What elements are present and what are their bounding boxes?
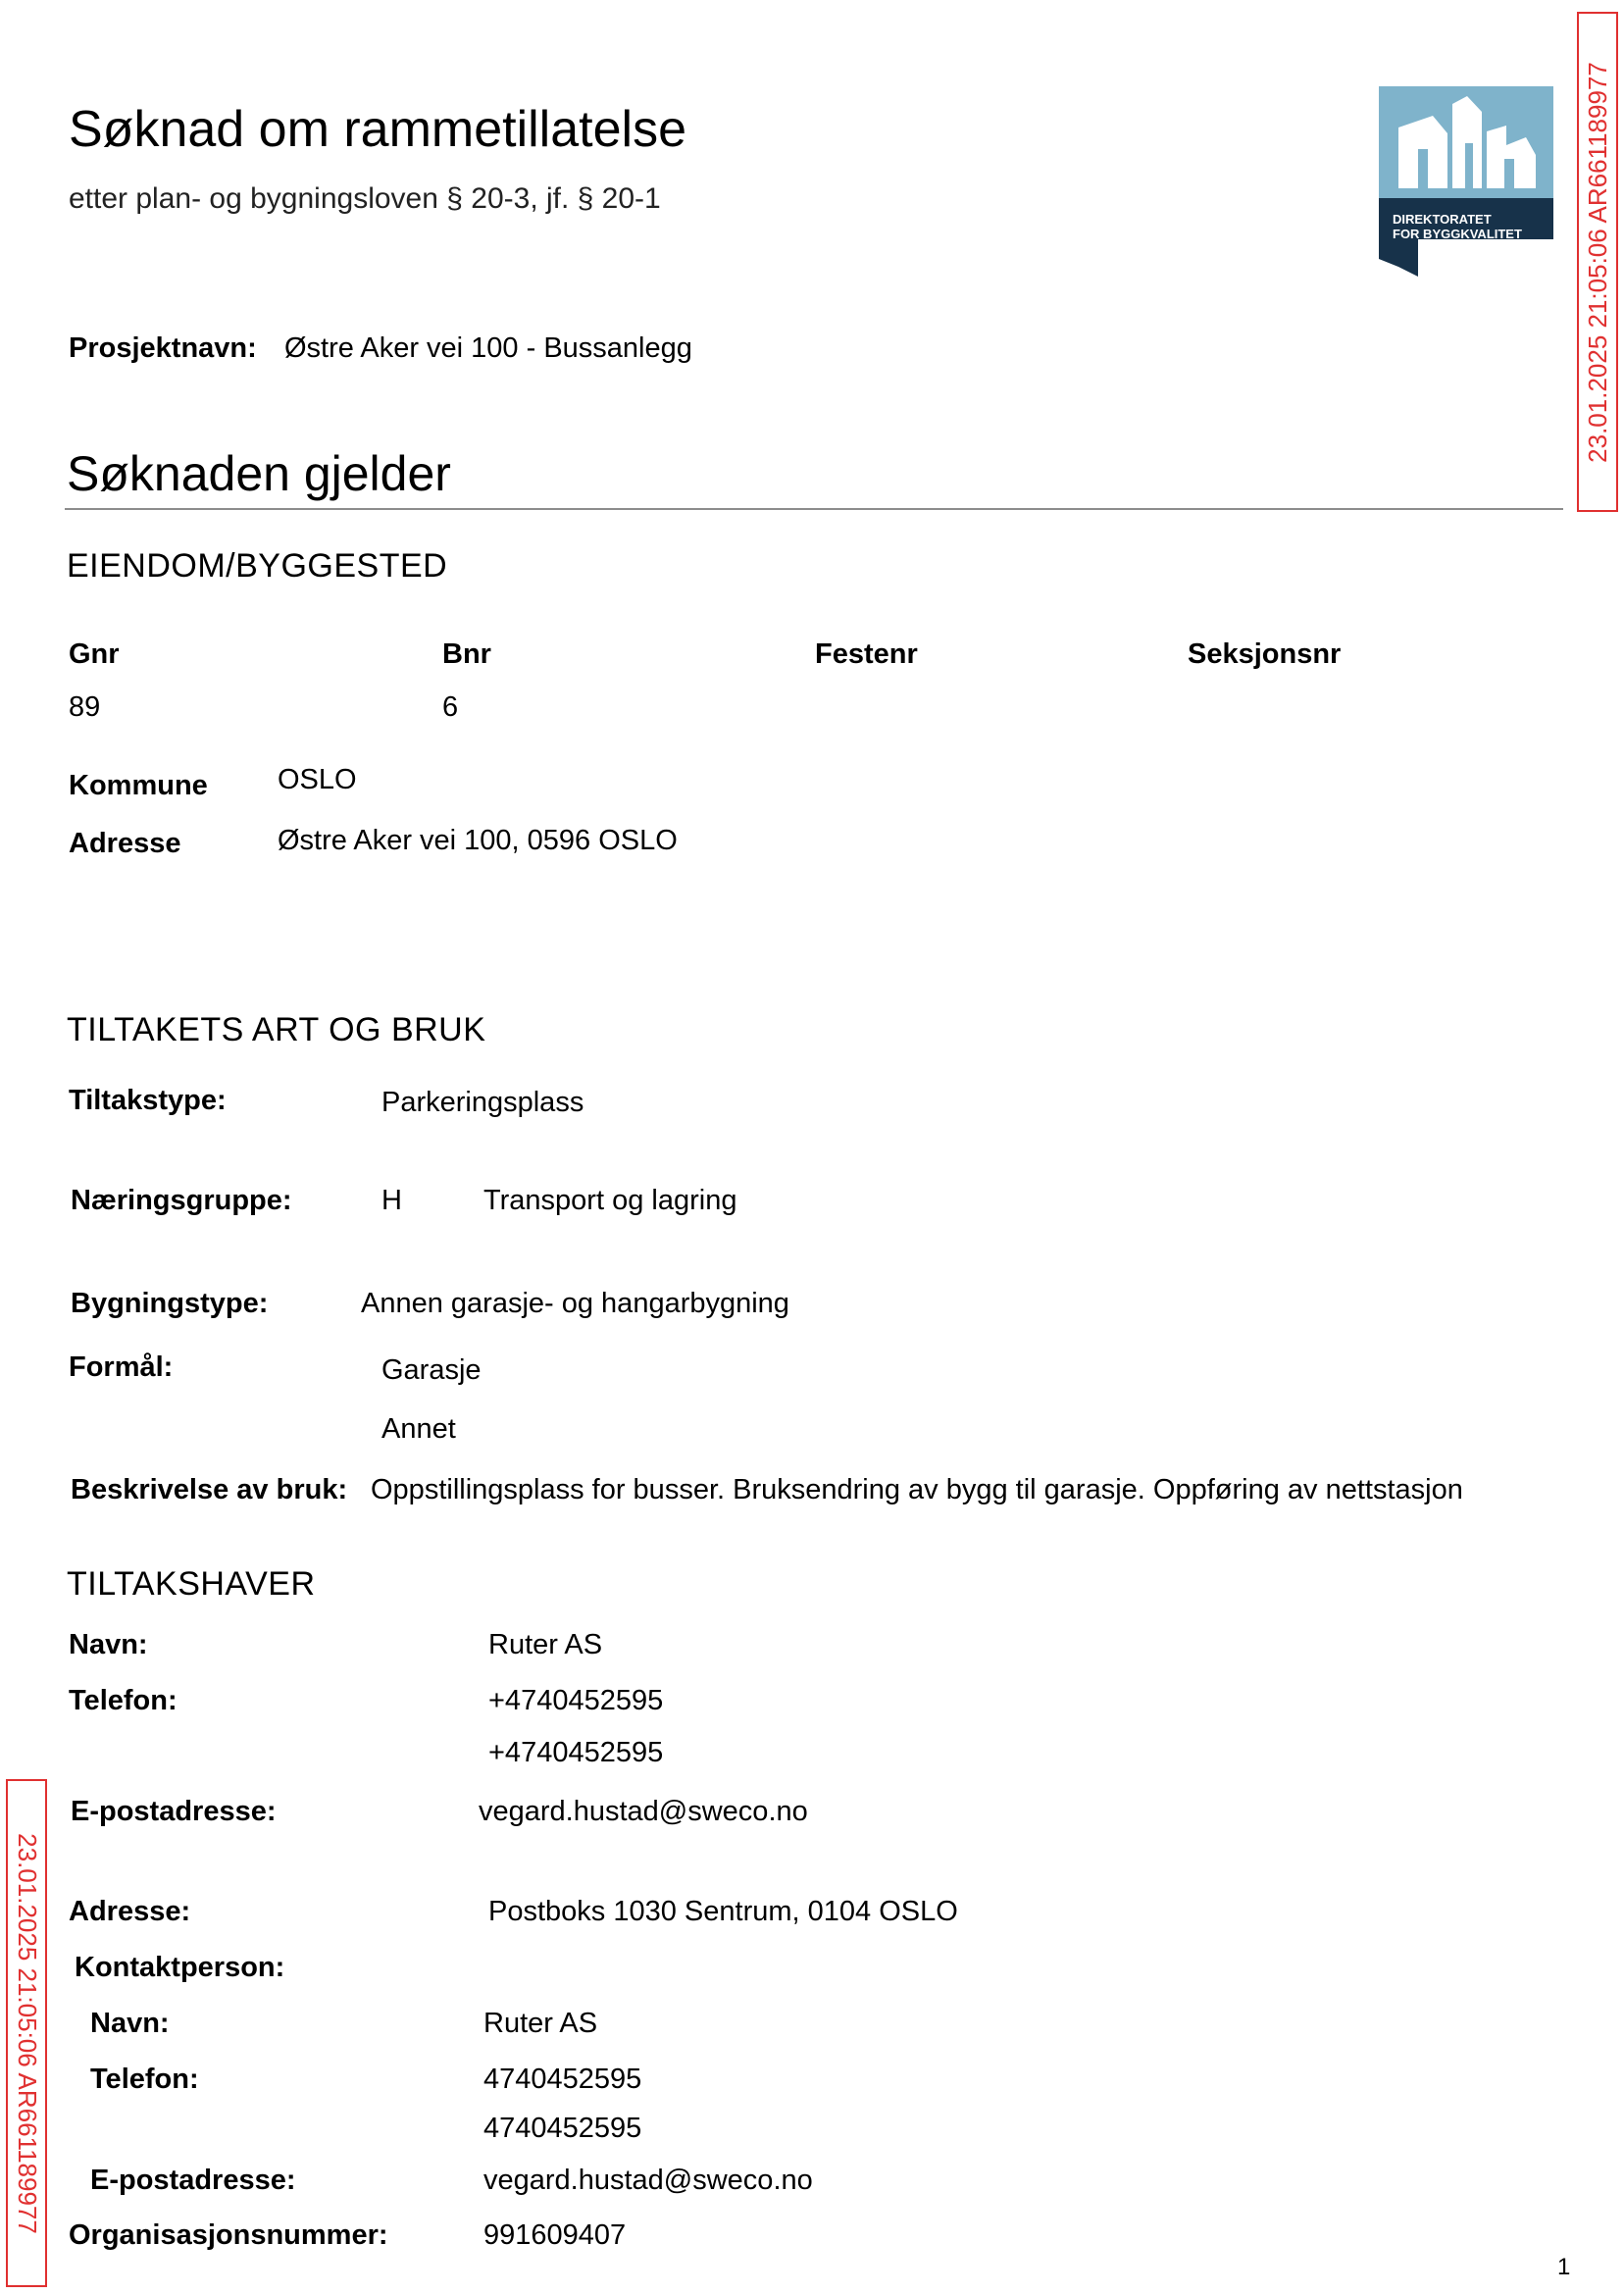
column-bnr: Bnr xyxy=(442,638,491,670)
column-gnr: Gnr xyxy=(69,638,120,670)
telefon-value-1: +4740452595 xyxy=(488,1685,664,1716)
logo-text-line2: FOR BYGGKVALITET xyxy=(1393,227,1522,241)
tiltakshaver-heading: TILTAKSHAVER xyxy=(67,1565,316,1603)
telefon-value-2: +4740452595 xyxy=(488,1737,664,1768)
formal-value-2: Annet xyxy=(381,1413,456,1445)
adresse-label: Adresse xyxy=(69,828,181,859)
page-number: 1 xyxy=(1557,2254,1571,2280)
naeringsgruppe-code: H xyxy=(381,1185,402,1216)
orgnr-value: 991609407 xyxy=(483,2219,627,2251)
stamp-text-left: 23.01.2025 21:05:06 AR661189977 xyxy=(12,1832,42,2234)
bygningstype-value: Annen garasje- og hangarbygning xyxy=(361,1288,789,1319)
epost-value: vegard.hustad@sweco.no xyxy=(479,1796,808,1827)
kontaktperson-label: Kontaktperson: xyxy=(75,1952,285,1983)
bygningstype-label: Bygningstype: xyxy=(71,1288,269,1319)
kommune-label: Kommune xyxy=(69,770,208,801)
formal-label: Formål: xyxy=(69,1351,174,1383)
tiltakshaver-adresse-value: Postboks 1030 Sentrum, 0104 OSLO xyxy=(488,1896,958,1927)
value-bnr: 6 xyxy=(442,691,459,723)
section-title: Søknaden gjelder xyxy=(67,446,451,501)
dibk-logo xyxy=(1379,86,1553,277)
stamp-text-right: 23.01.2025 21:05:06 AR661189977 xyxy=(1582,61,1612,463)
naeringsgruppe-value: Transport og lagring xyxy=(483,1185,737,1216)
value-gnr: 89 xyxy=(69,691,101,723)
kontakt-epost-label: E-postadresse: xyxy=(90,2165,296,2196)
beskrivelse-label: Beskrivelse av bruk: xyxy=(71,1474,348,1505)
epost-label: E-postadresse: xyxy=(71,1796,277,1827)
adresse-value: Østre Aker vei 100, 0596 OSLO xyxy=(278,825,678,856)
page-subtitle: etter plan- og bygningsloven § 20-3, jf. § 20-1 xyxy=(69,182,661,215)
timestamp-stamp-right xyxy=(1577,12,1618,512)
tiltakstype-label: Tiltakstype: xyxy=(69,1085,227,1116)
navn-label: Navn: xyxy=(69,1629,148,1660)
kontakt-telefon-label: Telefon: xyxy=(90,2064,199,2095)
naeringsgruppe-label: Næringsgruppe: xyxy=(71,1185,292,1216)
tiltakshaver-adresse-label: Adresse: xyxy=(69,1896,191,1927)
kontakt-epost-value: vegard.hustad@sweco.no xyxy=(483,2165,813,2196)
kontakt-navn-label: Navn: xyxy=(90,2008,170,2039)
section-divider xyxy=(65,508,1563,510)
navn-value: Ruter AS xyxy=(488,1629,603,1660)
telefon-label: Telefon: xyxy=(69,1685,178,1716)
column-festenr: Festenr xyxy=(815,638,918,670)
property-heading: EIENDOM/BYGGESTED xyxy=(67,547,448,585)
tiltakstype-value: Parkeringsplass xyxy=(381,1087,584,1118)
project-name: Østre Aker vei 100 - Bussanlegg xyxy=(284,332,692,364)
orgnr-label: Organisasjonsnummer: xyxy=(69,2219,388,2251)
timestamp-stamp-left xyxy=(6,1779,47,2287)
kontakt-telefon-value-1: 4740452595 xyxy=(483,2064,642,2095)
kontakt-telefon-value-2: 4740452595 xyxy=(483,2113,642,2144)
kontakt-navn-value: Ruter AS xyxy=(483,2008,598,2039)
page-title: Søknad om rammetillatelse xyxy=(69,101,686,158)
logo-text-line1: DIREKTORATET xyxy=(1393,212,1492,227)
tiltak-heading: TILTAKETS ART OG BRUK xyxy=(67,1011,486,1048)
column-seksjonsnr: Seksjonsnr xyxy=(1188,638,1342,670)
beskrivelse-value: Oppstillingsplass for busser. Bruksendring av bygg til garasje. Oppføring av nettstasjon xyxy=(371,1474,1463,1505)
formal-value-1: Garasje xyxy=(381,1354,482,1386)
kommune-value: OSLO xyxy=(278,764,357,795)
project-label: Prosjektnavn: xyxy=(69,332,257,364)
